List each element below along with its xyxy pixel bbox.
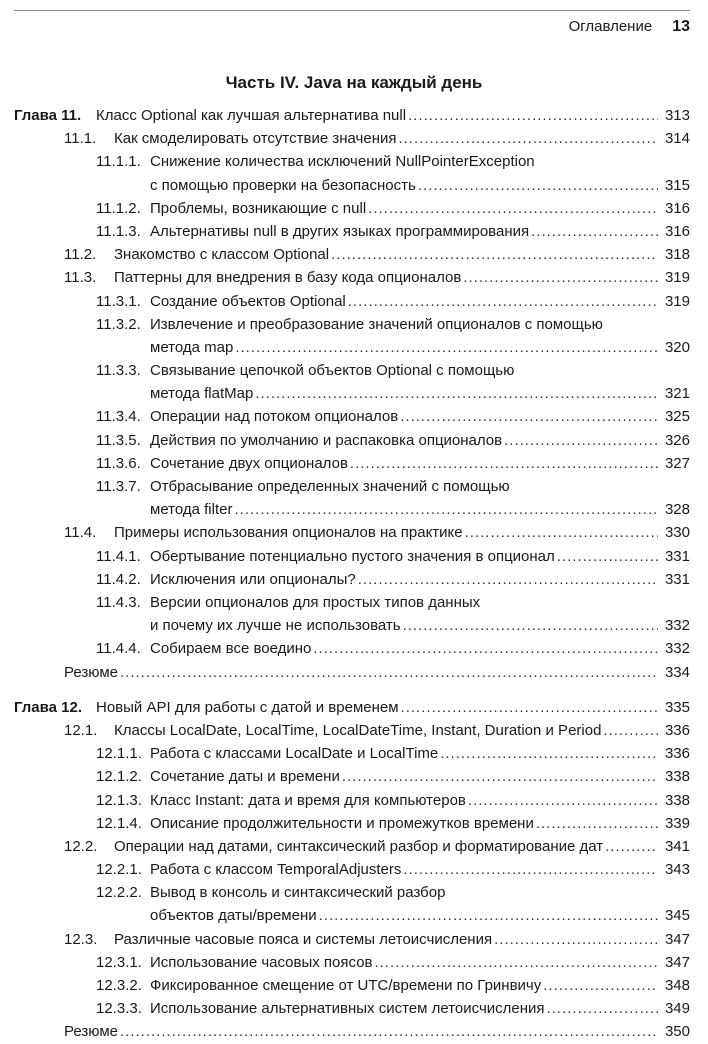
- toc-entry-title-continued: и почему их лучше не использовать: [150, 617, 401, 635]
- toc-entry-page: 326: [664, 431, 690, 449]
- toc-entry-page: 316: [664, 199, 690, 217]
- toc-entry[interactable]: [0, 789, 708, 812]
- toc-entry-page: 334: [664, 663, 690, 681]
- dot-leader: [531, 220, 658, 243]
- toc-entry-title: Использование альтернативных систем летоисчисления: [150, 1000, 545, 1018]
- toc-entry[interactable]: [0, 997, 708, 1020]
- toc-entry-page: 316: [664, 222, 690, 240]
- dot-leader: [465, 521, 658, 544]
- toc-entry-title: Работа с классами LocalDate и LocalTime: [150, 745, 439, 763]
- toc-entry-number: 11.2.: [64, 246, 97, 264]
- toc-entry[interactable]: [0, 928, 708, 951]
- toc-entry-number: 11.4.2.: [96, 570, 141, 588]
- toc-entry-page: 327: [664, 454, 690, 472]
- table-of-contents: [0, 104, 708, 1044]
- toc-entry-page: 339: [664, 814, 690, 832]
- toc-entry-page: 319: [664, 292, 690, 310]
- toc-entry-page: 345: [664, 907, 690, 925]
- toc-entry-number: 11.1.2.: [96, 199, 141, 217]
- toc-entry-page: 328: [664, 501, 690, 519]
- toc-entry-number: 11.3.3.: [96, 362, 141, 380]
- toc-entry[interactable]: [0, 127, 708, 150]
- toc-entry-title: Описание продолжительности и промежутков времени: [150, 814, 534, 832]
- toc-entry[interactable]: [0, 637, 708, 660]
- toc-entry-title: Операции над потоком опционалов: [150, 408, 399, 426]
- toc-entry-title-continued: метода filter: [150, 501, 233, 519]
- toc-entry-page: 330: [664, 524, 690, 542]
- dot-leader: [401, 696, 658, 719]
- toc-entry-page: 320: [664, 338, 690, 356]
- toc-entry[interactable]: [0, 1020, 708, 1043]
- toc-entry-title: Проблемы, возникающие с null: [150, 199, 367, 217]
- toc-entry-number: 11.1.: [64, 130, 97, 148]
- toc-entry[interactable]: [0, 290, 708, 313]
- dot-leader: [400, 405, 658, 428]
- toc-entry-page: 314: [664, 130, 690, 148]
- dot-leader: [403, 858, 658, 881]
- dot-leader: [440, 742, 658, 765]
- running-head: [569, 18, 690, 36]
- toc-entry-number: 11.4.: [64, 524, 97, 542]
- toc-entry-number: Глава 11.: [14, 107, 82, 124]
- toc-entry-title: Обертывание потенциально пустого значения в опционал: [150, 547, 555, 565]
- dot-leader: [342, 765, 658, 788]
- toc-entry-title-continued: с помощью проверки на безопасность: [150, 176, 416, 194]
- toc-entry[interactable]: [0, 313, 708, 359]
- toc-entry-number: 12.2.2.: [96, 884, 142, 902]
- toc-entry-number: 12.2.1.: [96, 861, 142, 879]
- toc-entry[interactable]: [0, 521, 708, 544]
- part-title: Часть IV. Java на каждый день: [225, 73, 483, 92]
- toc-entry-number: 12.3.2.: [96, 977, 142, 995]
- toc-entry-title: Классы LocalDate, LocalTime, LocalDateTime, Instant, Duration и Period: [114, 721, 602, 739]
- toc-entry-title: Сочетание двух опционалов: [150, 454, 348, 472]
- dot-leader: [313, 637, 658, 660]
- toc-entry-number: 12.1.3.: [96, 791, 142, 809]
- toc-entry[interactable]: [0, 835, 708, 858]
- dot-leader: [255, 382, 658, 405]
- dot-leader: [603, 719, 658, 742]
- dot-leader: [468, 789, 658, 812]
- dot-leader: [368, 197, 658, 220]
- toc-entry-number: 11.4.1.: [96, 547, 141, 565]
- running-head-title: Оглавление: [568, 18, 653, 35]
- toc-entry-page: 347: [664, 930, 690, 948]
- toc-entry[interactable]: [0, 359, 708, 405]
- toc-entry-title: Резюме: [64, 1023, 118, 1041]
- toc-entry[interactable]: [0, 568, 708, 591]
- dot-leader: [358, 568, 658, 591]
- toc-entry[interactable]: [0, 951, 708, 974]
- toc-entry[interactable]: [0, 429, 708, 452]
- toc-entry[interactable]: [0, 881, 708, 927]
- toc-entry-title: Извлечение и преобразование значений опционалов с помощью: [150, 315, 603, 333]
- toc-entry-number: 12.3.1.: [96, 953, 142, 971]
- toc-entry-number: Глава 12.: [14, 698, 83, 716]
- dot-leader: [234, 498, 658, 521]
- toc-entry[interactable]: [0, 405, 708, 428]
- toc-entry-page: 349: [664, 1000, 690, 1018]
- header-rule: [14, 10, 690, 11]
- toc-entry-number: 12.2.: [64, 837, 98, 855]
- toc-entry-title: Различные часовые пояса и системы летоисчисления: [114, 930, 493, 948]
- toc-entry-page: 313: [664, 107, 690, 124]
- toc-entry-number: 11.3.5.: [96, 431, 141, 449]
- dot-leader: [605, 835, 658, 858]
- toc-chapter-entry[interactable]: [0, 104, 708, 127]
- toc-entry-page: 336: [664, 721, 690, 739]
- toc-entry[interactable]: [0, 661, 708, 684]
- toc-entry-page: 338: [664, 791, 690, 809]
- toc-entry[interactable]: [0, 545, 708, 568]
- toc-entry-title: Собираем все воедино: [150, 640, 312, 658]
- toc-entry-number: 11.3.6.: [96, 454, 141, 472]
- toc-entry[interactable]: [0, 591, 708, 637]
- toc-chapter-entry[interactable]: [0, 696, 708, 719]
- toc-entry-title: Использование часовых поясов: [150, 953, 373, 971]
- toc-entry-title: Паттерны для внедрения в базу кода опционалов: [114, 269, 462, 287]
- dot-leader: [120, 661, 658, 684]
- toc-entry-title: Альтернативы null в других языках программирования: [150, 222, 530, 240]
- toc-entry[interactable]: [0, 220, 708, 243]
- toc-entry[interactable]: [0, 765, 708, 788]
- dot-leader: [235, 336, 658, 359]
- toc-entry[interactable]: [0, 452, 708, 475]
- toc-entry-number: 11.1.3.: [96, 222, 141, 240]
- toc-entry-number: 11.1.1.: [96, 153, 141, 171]
- dot-leader: [463, 266, 658, 289]
- toc-entry-title: Операции над датами, синтаксический разбор и форматирование дат: [114, 837, 604, 855]
- dot-leader: [120, 1020, 658, 1043]
- toc-entry-number: 11.3.: [64, 269, 97, 287]
- dot-leader: [504, 429, 658, 452]
- toc-entry-page: 315: [664, 176, 690, 194]
- toc-entry-number: 11.4.4.: [96, 640, 141, 658]
- toc-entry-title: Создание объектов Optional: [150, 292, 346, 310]
- toc-entry-number: 12.1.1.: [96, 745, 142, 763]
- dot-leader: [408, 104, 658, 127]
- dot-leader: [398, 127, 658, 150]
- chapter-gap: [0, 684, 708, 696]
- toc-entry-title: Новый API для работы с датой и временем: [96, 698, 399, 716]
- dot-leader: [543, 974, 658, 997]
- toc-entry-title-continued: объектов даты/времени: [150, 907, 317, 925]
- dot-leader: [418, 174, 658, 197]
- dot-leader: [547, 997, 658, 1020]
- toc-entry-page: 321: [664, 385, 690, 403]
- toc-entry-page: 341: [664, 837, 690, 855]
- toc-entry-title: Сочетание даты и времени: [150, 768, 340, 786]
- toc-entry-page: 318: [664, 246, 690, 264]
- toc-entry-number: 11.3.7.: [96, 478, 141, 496]
- toc-entry-title: Исключения или опционалы?: [150, 570, 356, 588]
- toc-entry-title: Работа с классом TemporalAdjusters: [150, 861, 402, 879]
- toc-entry-page: 331: [664, 547, 690, 565]
- toc-entry-title: Вывод в консоль и синтаксический разбор: [150, 884, 446, 902]
- toc-entry-page: 332: [664, 617, 690, 635]
- toc-entry-page: 325: [664, 408, 690, 426]
- toc-entry-title: Действия по умолчанию и распаковка опционалов: [150, 431, 503, 449]
- toc-entry-page: 335: [664, 698, 690, 716]
- toc-entry[interactable]: [0, 150, 708, 196]
- toc-entry[interactable]: [0, 197, 708, 220]
- dot-leader: [319, 904, 658, 927]
- dot-leader: [350, 452, 658, 475]
- toc-entry-number: 12.3.: [64, 930, 98, 948]
- toc-entry[interactable]: [0, 243, 708, 266]
- toc-entry-number: 12.1.4.: [96, 814, 142, 832]
- toc-entry-title: Отбрасывание определенных значений с помощью: [150, 478, 510, 496]
- page-number: 13: [672, 18, 690, 35]
- toc-entry-number: 11.3.4.: [96, 408, 141, 426]
- toc-entry-page: 350: [664, 1023, 690, 1041]
- toc-entry-title: Связывание цепочкой объектов Optional с помощью: [150, 362, 515, 380]
- toc-entry-number: 11.3.2.: [96, 315, 141, 333]
- toc-entry-title-continued: метода flatMap: [150, 385, 254, 403]
- dot-leader: [536, 812, 658, 835]
- toc-entry[interactable]: [0, 475, 708, 521]
- toc-entry-number: 11.3.1.: [96, 292, 141, 310]
- toc-entry-title: Снижение количества исключений NullPointerException: [150, 153, 535, 171]
- toc-entry-title: Класс Optional как лучшая альтернатива null: [96, 107, 407, 124]
- toc-entry-page: 332: [664, 640, 690, 658]
- toc-entry-page: 348: [664, 977, 690, 995]
- dot-leader: [557, 545, 658, 568]
- toc-entry[interactable]: [0, 742, 708, 765]
- toc-entry-number: 12.3.3.: [96, 1000, 142, 1018]
- toc-entry-title: Резюме: [64, 663, 118, 681]
- toc-entry[interactable]: [0, 812, 708, 835]
- toc-entry-page: 331: [664, 570, 690, 588]
- toc-entry-title: Примеры использования опционалов на практике: [114, 524, 463, 542]
- toc-entry-title: Знакомство с классом Optional: [114, 246, 330, 264]
- toc-entry-page: 336: [664, 745, 690, 763]
- toc-entry-number: 12.1.: [64, 721, 98, 739]
- dot-leader: [494, 928, 658, 951]
- toc-entry[interactable]: [0, 719, 708, 742]
- toc-entry-title: Как смоделировать отсутствие значения: [114, 130, 397, 148]
- toc-entry[interactable]: [0, 974, 708, 997]
- toc-entry[interactable]: [0, 266, 708, 289]
- toc-entry-title: Фиксированное смещение от UTC/времени по Гринвичу: [150, 977, 542, 995]
- toc-entry-page: 338: [664, 768, 690, 786]
- toc-entry-page: 347: [664, 953, 690, 971]
- dot-leader: [331, 243, 658, 266]
- toc-entry-title: Версии опционалов для простых типов данных: [150, 594, 481, 611]
- dot-leader: [348, 290, 658, 313]
- toc-entry-title: Класс Instant: дата и время для компьютеров: [150, 791, 466, 809]
- toc-entry-page: 343: [664, 861, 690, 879]
- toc-entry-title-continued: метода map: [150, 338, 234, 356]
- toc-entry-number: 12.1.2.: [96, 768, 142, 786]
- toc-entry-number: 11.4.3.: [96, 594, 141, 611]
- dot-leader: [403, 614, 658, 637]
- dot-leader: [375, 951, 658, 974]
- toc-entry[interactable]: [0, 858, 708, 881]
- toc-entry-page: 319: [664, 269, 690, 287]
